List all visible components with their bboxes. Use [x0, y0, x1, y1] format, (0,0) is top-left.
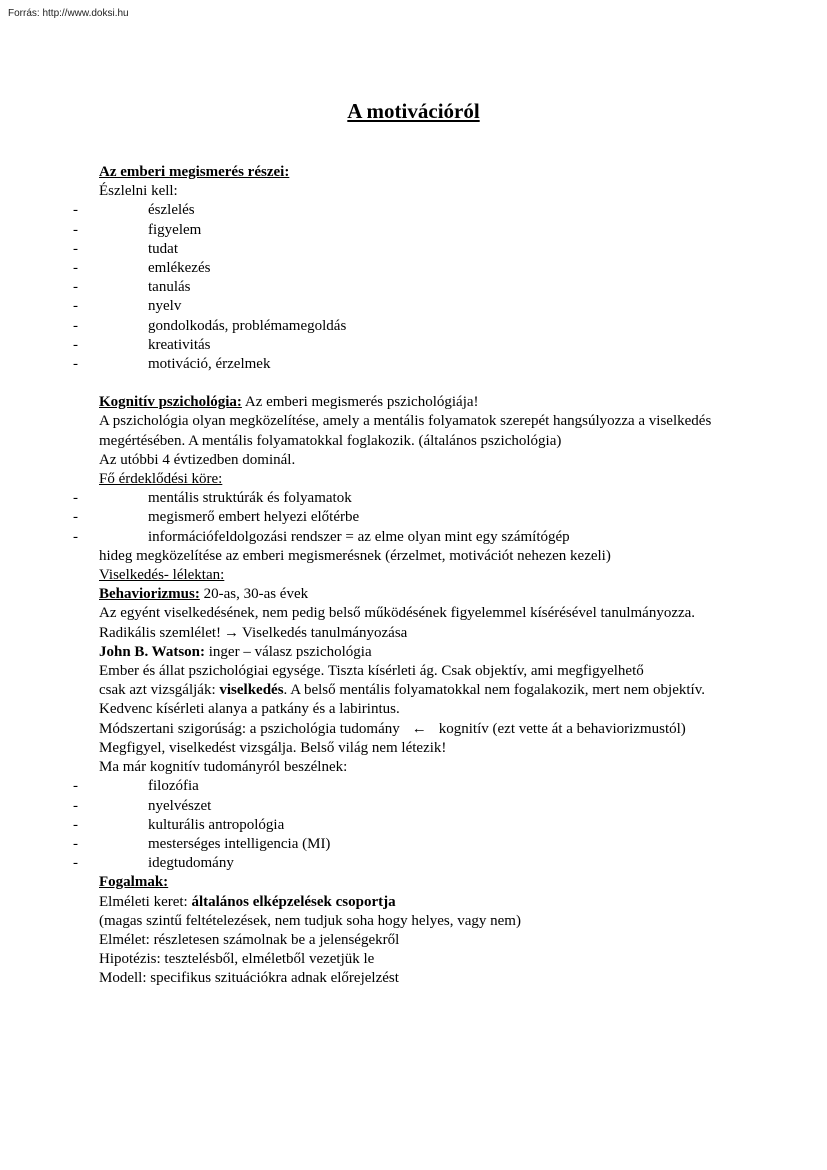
line-text: Elméleti keret:: [99, 893, 192, 910]
radical-view-line: [99, 624, 729, 643]
framework-line: [99, 893, 729, 912]
list-item: [73, 508, 729, 527]
line-text: . A belső mentális folyamatokkal nem fogalakozik, mert nem objektív.: [283, 682, 705, 699]
document-body: [73, 163, 729, 989]
bullet-marker: -: [73, 279, 78, 296]
list-item-text: emlékezés: [148, 260, 211, 277]
bullet-marker: -: [73, 298, 78, 315]
behavior-psychology-heading: Viselkedés- lélektan:: [99, 567, 225, 584]
line-text: Viselkedés tanulmányozása: [242, 624, 408, 641]
section-heading-behaviorism: Behaviorizmus:: [99, 586, 200, 603]
watson-name: John B. Watson:: [99, 643, 206, 660]
paragraph-line: Hipotézis: tesztelésből, elméletből vezetjük le: [99, 951, 375, 968]
section-heading-concepts: Fogalmak:: [99, 874, 169, 891]
bold-term: általános elképzelések csoportja: [191, 893, 396, 910]
page-title: A motivációról: [347, 99, 480, 123]
list-item: [73, 816, 729, 835]
list-item-text: mesterséges intelligencia (MI): [148, 835, 331, 852]
line-text: Módszertani szigorúság: a pszichológia tudomány: [99, 720, 400, 737]
list-item: [73, 835, 729, 854]
list-item-text: figyelem: [148, 221, 202, 238]
observation-line: [99, 681, 729, 700]
bullet-marker: -: [73, 317, 78, 334]
list-item: [73, 336, 729, 355]
behaviorism-line: [99, 585, 729, 604]
interest-list: [73, 489, 729, 547]
list-item: [73, 797, 729, 816]
list-item-text: filozófia: [148, 778, 199, 795]
paragraph-line: Ember és állat pszichológiai egysége. Tiszta kísérleti ág. Csak objektív, ami megfigyelhető: [99, 663, 644, 680]
paragraph-line: A pszichológia olyan megközelítése, amely a mentális folyamatok szerepét hangsúlyozza a viselkedés: [99, 413, 712, 430]
heading-rest: Az emberi megismerés pszichológiája!: [241, 394, 479, 411]
line-text: csak azt vizsgálják:: [99, 682, 220, 699]
bold-term: viselkedés: [219, 682, 284, 699]
list-item: [73, 528, 729, 547]
paragraph-line: Ma már kognitív tudományról beszélnek:: [99, 759, 348, 776]
list-item-text: megismerő embert helyezi előtérbe: [148, 509, 360, 526]
paragraph-line: Az utóbbi 4 évtizedben dominál.: [99, 451, 296, 468]
paragraph-line: hideg megközelítése az emberi megismerésnek (érzelmet, motivációt nehezen kezeli): [99, 547, 611, 564]
interest-heading: Fő érdeklődési köre:: [99, 471, 223, 488]
paragraph-line: Kedvenc kísérleti alanya a patkány és a labirintus.: [99, 701, 400, 718]
list-item: [73, 201, 729, 220]
list-item: [73, 278, 729, 297]
list-item-text: tudat: [148, 240, 178, 257]
line-text: Radikális szemlélet!: [99, 624, 222, 641]
list-item-text: mentális struktúrák és folyamatok: [148, 490, 352, 507]
list-item: [73, 221, 729, 240]
list-item-text: idegtudomány: [148, 855, 234, 872]
section-heading-human-cognition: Az emberi megismerés részei:: [99, 164, 290, 180]
paragraph-line: megértésében. A mentális folyamatokkal foglakozik. (általános pszichológia): [99, 432, 562, 449]
list-item: [73, 297, 729, 316]
source-note: Forrás: http://www.doksi.hu: [8, 8, 129, 19]
list-item: [73, 489, 729, 508]
cognition-parts-list: [73, 201, 729, 374]
paragraph-line: (magas szintű feltételezések, nem tudjuk soha hogy helyes, vagy nem): [99, 912, 521, 929]
arrow-right-icon: →: [224, 624, 240, 641]
list-item: [73, 777, 729, 796]
list-item: [73, 317, 729, 336]
bullet-marker: -: [73, 202, 78, 219]
methodology-line: [99, 720, 729, 739]
list-item-text: észlelés: [148, 202, 195, 219]
watson-rest: inger – válasz pszichológia: [205, 643, 372, 660]
bullet-marker: -: [73, 509, 78, 526]
bullet-marker: -: [73, 490, 78, 507]
list-item-text: nyelv: [148, 298, 182, 315]
list-item-text: tanulás: [148, 279, 191, 296]
cognitive-science-list: [73, 777, 729, 873]
list-item: [73, 854, 729, 873]
bullet-marker: -: [73, 528, 78, 545]
list-item: [73, 355, 729, 374]
bullet-marker: -: [73, 336, 78, 353]
cognitive-psychology-line: [99, 393, 729, 412]
bullet-marker: -: [73, 835, 78, 852]
list-item-text: nyelvészet: [148, 797, 212, 814]
paragraph-line: Az egyént viselkedésének, nem pedig belső működésének figyelemmel kísérésével tanulmányozza.: [99, 605, 696, 622]
section-heading-cognitive-psychology: Kognitív pszichológia:: [99, 394, 242, 411]
paragraph-line: Modell: specifikus szituációkra adnak előrejelzést: [99, 970, 399, 987]
section-intro: Észlelni kell:: [99, 183, 178, 200]
arrow-left-icon: ←: [411, 720, 427, 737]
line-text: kognitív (ezt vette át a behaviorizmustól): [438, 720, 686, 737]
heading-rest: 20-as, 30-as évek: [199, 586, 309, 603]
list-item-text: információfeldolgozási rendszer = az elme olyan mint egy számítógép: [148, 528, 570, 545]
bullet-marker: -: [73, 356, 78, 373]
list-item: [73, 259, 729, 278]
list-item: [73, 240, 729, 259]
watson-line: [99, 643, 729, 662]
bullet-marker: -: [73, 816, 78, 833]
list-item-text: kulturális antropológia: [148, 816, 285, 833]
bullet-marker: -: [73, 240, 78, 257]
paragraph-line: Elmélet: részletesen számolnak be a jelenségekről: [99, 931, 400, 948]
bullet-marker: -: [73, 855, 78, 872]
list-item-text: gondolkodás, problémamegoldás: [148, 317, 347, 334]
list-item-text: kreativitás: [148, 336, 211, 353]
bullet-marker: -: [73, 221, 78, 238]
bullet-marker: -: [73, 797, 78, 814]
list-item-text: motiváció, érzelmek: [148, 356, 271, 373]
bullet-marker: -: [73, 778, 78, 795]
paragraph-line: Megfigyel, viselkedést vizsgálja. Belső világ nem létezik!: [99, 739, 447, 756]
bullet-marker: -: [73, 260, 78, 277]
